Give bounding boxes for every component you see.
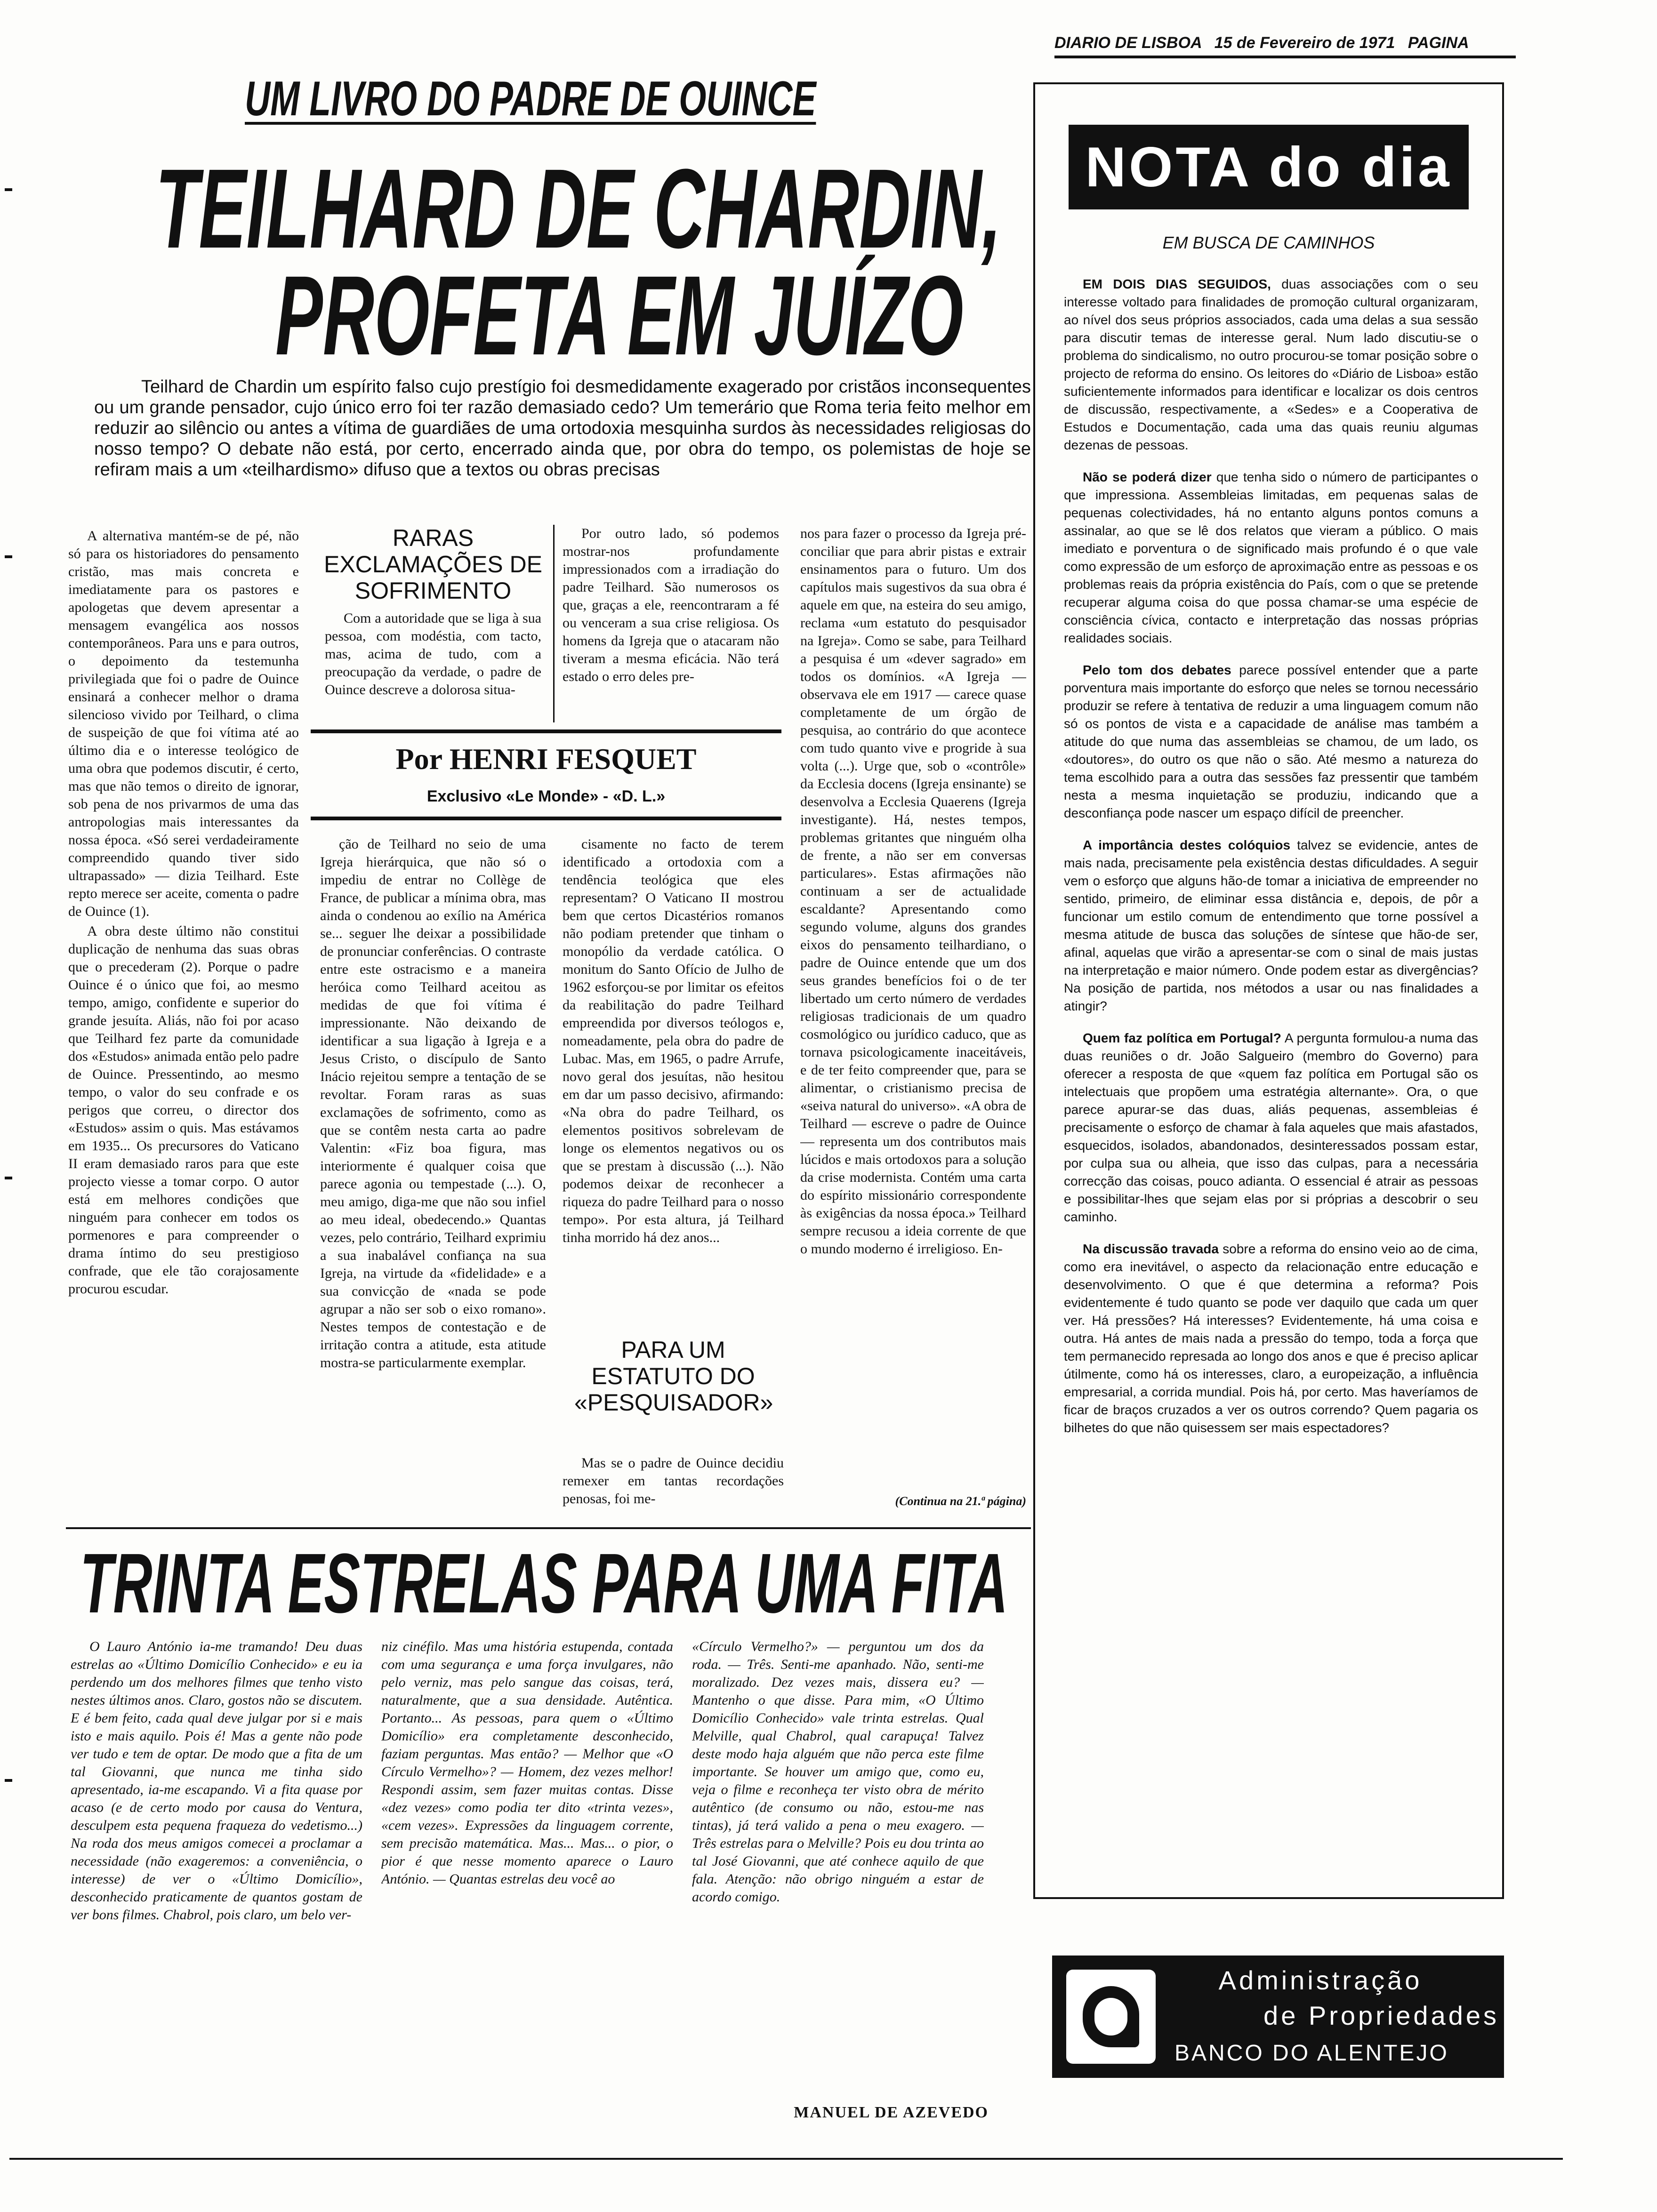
nota-lead: A importância destes colóquios bbox=[1083, 838, 1291, 852]
article1-column-1 bbox=[68, 527, 299, 1511]
byline: Por HENRI FESQUET bbox=[395, 742, 697, 776]
article1-headline-line2: PROFETA EM JUÍZO bbox=[275, 252, 964, 378]
vertical-rule bbox=[553, 525, 555, 722]
article1-lead: Teilhard de Chardin um espírito falso cujo prestígio foi desmedidamente exagerado por cristãos inconsequentes ou um grande pensador, cujo único erro foi ter razão demasiado cedo? Um temerário que Roma teria feito melhor em reduzir ao silêncio ou antes a vítima de guardiães de uma ortodoxia mesquinha surdos às necessidades religiosas do nosso tempo? O debate não está, por certo, encerrado ainda que, por obra do tempo, os polemistas de hoje se refiram mais a um «teilhardismo» difuso que a textos ou obras precisas bbox=[94, 377, 1031, 480]
article1-paragraph: nos para fazer o processo da Igreja pré-conciliar que para abrir pistas e extrair ensinamentos para o futuro. Um dos capítulos mais sugestivos da sua obra é aquele em que, na esteira do seu amigo, reclama «um estatuto do pesquisador na Igreja». Como se sabe, para Teilhard a pesquisa é um «dever sagrado» em todos os domínios. «A Igreja — observava ele em 1917 — carece quase completamente de um órgão de pesquisa, ao contrário do que acontece com tudo quanto vive e progride à sua volta (...). Urge que, sob o «contrôle» da Ecclesia docens (Igreja ensinante) se desenvolva a Ecclesia Quaerens (Igreja investigante). Há, nestes tempos, problemas gritantes que ninguém olha de frente, a não ser em conversas particulares». Estas afirmações não continuam a ser de actualidade escaldante? Apresentando como segundo volume, alguns dos grandes eixos do pensamento teilhardiano, o padre de Ouince entende que um dos seus grandes benefícios foi o de ter libertado um certo número de verdades religiosas tradicionais de um quadro cosmológico ou jurídico caduco, que as tornava psicologicamente inaceitáveis, e de ter feito compreender que, para se alimentar, o cristianismo precisa de «seiva natural do universo». «A obra de Teilhard — escreve o padre de Ouince — representa um dos contributos mais lúcidos e mais ortodoxos para a solução da crise modernista. Contém uma carta do espírito missionário correspondente às exigências da nossa época.» Teilhard sempre recusou a ideia corrente de que o mundo moderno é irreligioso. En- bbox=[800, 526, 1026, 1257]
bank-advertisement bbox=[1052, 1956, 1504, 2078]
masthead-date: 15 de Fevereiro de 1971 bbox=[1214, 34, 1395, 52]
nota-body bbox=[1064, 275, 1478, 1875]
ad-line-3: BANCO DO ALENTEJO bbox=[1174, 2041, 1449, 2066]
article1-column-3-bottom bbox=[563, 1454, 784, 1513]
article2-paragraph: niz cinéfilo. Mas uma história estupenda, contada com uma segurança e uma força invulgares, não pelo verniz, mas pelo sangue das coisas, terá, naturalmente, que a sua densidade. Autêntica. Portanto... As pessoas, para quem o «Último Domicílio» era completamente desconhecido, faziam perguntas. Mas então? — Melhor que «O Círculo Vermelho»? — Homem, dez vezes melhor! Respondi assim, sem fazer muitas contas. Disse «dez vezes» como podia ter dito «trinta vezes», «cem vezes». Expressões da linguagem corrente, sem precisão matemática. Mas... Mas... o pior, o pior é que nesse momento aparece o Lauro António. — Quantas estrelas deu você ao bbox=[381, 1639, 673, 1887]
nota-lead: Não se poderá dizer bbox=[1083, 470, 1212, 484]
article1-paragraph: ção de Teilhard no seio de uma Igreja hierárquica, que não só o impediu de entrar no Collège de France, de publicar a mínima obra, mas ainda o condenou ao exílio na América se... seguer lhe deixar a possibilidade de pronunciar conferências. O contraste entre este ostracismo e a maneira heróica como Teilhard aceitou as medidas de que foi vítima é impressionante. Não deixando de identificar a sua ligação à Igreja e a Jesus Cristo, o discípulo de Santo Inácio rejeitou sempre a tentação de se revoltar. Foram raras as suas exclamações de sofrimento, como as que se contêm nesta carta ao padre Valentin: «Fiz boa figura, mas interiormente é qualquer coisa que parece agonia ou tempestade (...). O, meu amigo, diga-me que não sou infiel ao meu ideal, obedecendo.» Quantas vezes, pelo contrário, Teilhard exprimiu a sua inabalável confiança na sua Igreja, na virtude da «fidelidade» e a sua convicção de «nada se pode agrupar a não ser sob o eixo romano». Nestes tempos de contestação e de irritação contra a atitude, esta atitude mostra-se particularmente exemplar. bbox=[320, 836, 546, 1370]
article2-headline: TRINTA ESTRELAS PARA UMA FITA bbox=[80, 1536, 1008, 1631]
article1-kicker: UM LIVRO DO PADRE DE OUINCE bbox=[245, 72, 816, 126]
page-bottom-rule bbox=[9, 2158, 1563, 2160]
masthead-page-label: PAGINA bbox=[1408, 34, 1469, 52]
article2-author: MANUEL DE AZEVEDO bbox=[794, 2104, 989, 2121]
article2-paragraph: O Lauro António ia-me tramando! Deu duas estrelas ao «Último Domicílio Conhecido» e eu ia perdendo um dos melhores filmes que tenho visto nestes últimos anos. Claro, gostos não se discutem. E é bem feito, cada qual deve julgar por si e mais isto e mais aquilo. Pois é! Mas a gente não pode ver tudo e tem de optar. De modo que a fita de um tal Giovanni, que nunca me tinha sido apresentado, ia-me escapando. Vi a fita quase por acaso (e de certo modo por causa do Ventura, desculpem esta pequena fraqueza do vedetismo...) Na roda dos meus amigos comecei a proclamar a necessidade (não exageremos: a conveniência, o interesse) de ver o «Último Domicílio», desconhecido praticamente de quantos gostam de ver bons filmes. Chabrol, pois claro, um belo ver- bbox=[71, 1639, 362, 1923]
byline-sub: Exclusivo «Le Monde» - «D. L.» bbox=[426, 787, 666, 805]
binding-mark bbox=[5, 555, 12, 558]
nota-banner-text: NOTA do dia bbox=[1085, 136, 1452, 199]
masthead-rule bbox=[1054, 56, 1516, 58]
nota-paragraph: A importância destes colóquios talvez se evidencie, antes de mais nada, precisamente pela existência destas dificuldades. A seguir vem o esforço que alguns hão-de tomar a iniciativa de empreender no sentido, primeiro, de eliminar essa distância e, depois, de pôr a funcionar um estilo comum de entendimento que torne possível a mesma atitude de busca das soluções de síntese que hão-de ser, afinal, aquelas que virão a apresentar-se com o sinal de mais justas na interpretação e maior número. Onde podem estar as divergências? Na posição de partida, nos métodos a usar ou nas finalidades a atingir? bbox=[1064, 838, 1478, 1013]
article1-column-2-top bbox=[325, 609, 541, 722]
nota-subtitle: EM BUSCA DE CAMINHOS bbox=[1162, 233, 1375, 252]
section-subhead-pesquisador: PARA UM ESTATUTO DO «PESQUISADOR» bbox=[574, 1337, 773, 1416]
article2-column-1 bbox=[71, 1638, 362, 2127]
ad-line-1: Administração bbox=[1218, 1965, 1423, 1995]
nota-paragraph: EM DOIS DIAS SEGUIDOS, duas associações com o seu interesse voltado para finalidades de promoção cultural organizaram, ao nível dos seus próprios associados, cada uma delas a sua sessão para discutir temas de interesse geral. Num lado discutiu-se o problema do sindicalismo, no outro procurou-se tomar posição sobre o projecto de reforma do ensino. Os leitores do «Diário de Lisboa» estão suficientemente informados para identificar e localizar os dois centros de discussão, respectivamente, a «Sedes» e a Cooperativa de Estudos e Documentação, cada uma das quais reuniu algumas dezenas de pessoas. bbox=[1064, 277, 1478, 452]
article1-paragraph: A obra deste último não constitui duplicação de nenhuma das suas obras que o precederam (2). Porque o padre Ouince é o único que foi, ao mesmo tempo, amigo, confidente e superior do grande jesuíta. Aliás, não foi por acaso que Teilhard fez parte da comunidade dos «Estudos» animada então pelo padre de Ouince. Pressentindo, ao mesmo tempo, o valor do seu confrade e os perigos que correu, o director dos «Estudos» assim o quis. Mas estávamos em 1935... Os precursores do Vaticano II eram demasiado raros para que este projecto viesse a tomar corpo. O autor está em melhores condições que ninguém para conhecer em todos os pormenores e para compreender o drama íntimo do seu prestigioso confrade, que ele tão corajosamente procurou escudar. bbox=[68, 923, 299, 1297]
article1-paragraph: A alternativa mantém-se de pé, não só para os historiadores do pensamento cristão, mas mais concreta e imediatamente para os pastores e apologetas que devem apresentar a mensagem evangélica aos nossos contemporâneos. Para uns e para outros, o depoimento da testemunha privilegiada que foi o padre de Ouince ensinará a conhecer melhor o drama silencioso vivido por Teilhard, o clima de suspeição de que foi vítima até ao último dia e o interesse teológico de uma obra que podemos discutir, é certo, mas que não temos o direito de ignorar, sob pena de nos privarmos de uma das antropologias mais interessantes da nossa época. «Só serei verdadeiramente compreendido quando tiver sido ultrapassado» — dizia Teilhard. Este repto merece ser aceite, comenta o padre de Ouince (1). bbox=[68, 528, 299, 919]
bank-logo bbox=[1066, 1970, 1156, 2064]
article2-rule-top bbox=[66, 1527, 1031, 1529]
article1-paragraph: Com a autoridade que se liga à sua pessoa, com modéstia, com tacto, mas, acima de tudo, com a preocupação da verdade, o padre de Ouince descreve a dolorosa situa- bbox=[325, 610, 541, 697]
masthead-paper: DIARIO DE LISBOA bbox=[1054, 34, 1202, 52]
article2-column-2 bbox=[381, 1638, 673, 2127]
masthead bbox=[1054, 34, 1525, 57]
article2-paragraph: «Círculo Vermelho?» — perguntou um dos da roda. — Três. Senti-me apanhado. Não, senti-me moralizado. Dez vezes mais, dissera eu? — Mantenho o que disse. Para mim, «O Último Domicílio Conhecido» vale trinta estrelas. Qual Melville, qual Chabrol, qual carapuça! Talvez deste modo haja alguém que não perca este filme importante. Se houver um amigo que, como eu, veja o filme e reconheça ter visto obra de mérito autêntico (de consumo ou não, estou-me nas tintas), já terá valido a pena o meu exagero. — Três estrelas para o Melville? Pois eu dou trinta ao tal José Giovanni, que até conhece aquilo de que fala. Atenção: não obrigo ninguém a estar de acordo comigo. bbox=[692, 1639, 984, 1905]
article1-paragraph: Mas se o padre de Ouince decidiu remexer em tantas recordações penosas, foi me- bbox=[563, 1455, 784, 1507]
article1-column-2 bbox=[320, 835, 546, 1513]
byline-rule-bottom bbox=[311, 817, 781, 820]
nota-paragraph: Não se poderá dizer que tenha sido o número de participantes o que impressiona. Assembleias limitadas, em pequenas salas de pequenas colectividades, há no entanto alguns pontos comuns a assinalar, ao que se lê dos relatos que vieram a público. O mais imediato e porventura o de significado mais profundo é o que vale como expressão de um esforço de aproximação entre as pessoas e os problemas reais da própria existência do País, com o que se pretende recuperar alguma coisa do que possa chamar-se uma espécie de consciência cívica, contacto e interpretação das nossas próprias realidades sociais. bbox=[1064, 470, 1478, 645]
nota-lead: Pelo tom dos debates bbox=[1083, 663, 1231, 677]
nota-paragraph: Pelo tom dos debates parece possível entender que a parte porventura mais importante do esforço que neles se tornou necessário produzir se refere à tentativa de reduzir a uma linguagem comum não só os pontos de vista e a capacidade de análise mas também a atitude do que numa das assembleias se chamou, de um lado, os «doutores», do outro os que não o são. Até mesmo a natureza do tema escolhido para a outra das sessões faz pressentir que também nesta a mesma inquietação se produziu, indicando que a desconfiança pode nascer um espaço difícil de preencher. bbox=[1064, 663, 1478, 820]
binding-mark bbox=[5, 1177, 12, 1179]
article1-column-3 bbox=[563, 835, 784, 1325]
nota-lead: EM DOIS DIAS SEGUIDOS, bbox=[1083, 277, 1271, 291]
ad-line-2: de Propriedades bbox=[1263, 2001, 1499, 2030]
nota-lead: Na discussão travada bbox=[1083, 1242, 1219, 1256]
article1-headline-line1: TEILHARD DE CHARDIN, bbox=[155, 145, 1002, 272]
nota-banner bbox=[1069, 125, 1469, 209]
article2-column-3 bbox=[692, 1638, 984, 2099]
article1-column-4 bbox=[800, 525, 1026, 1494]
article1-paragraph: Por outro lado, só podemos mostrar-nos profundamente impressionados com a irradiação do padre Teilhard. São numerosos os que, graças a ele, reencontraram a fé ou venceram a sua crise religiosa. Os homens da Igreja que o atacaram não tiveram a mesma eficácia. Não terá estado o erro deles pre- bbox=[563, 526, 779, 684]
nota-paragraph: Quem faz política em Portugal? A pergunta formulou-a numa das duas reuniões o dr. João Salgueiro (membro do Governo) para oferecer a resposta de que «quem faz política em Portugal são os intelectuais que propõem uma estratégia alternante». Ora, o que parece apurar-se das duas, aliás pequenas, assembleias é precisamente o esforço de chamar à fala aqueles que mais afastados, esquecidos, isolados, abandonados, desinteressados possam estar, por culpa sua ou alheia, que isso das culpas, para a necessária correcção das coisas, pouco adianta. O essencial é atrair as pessoas e possibilitar-lhes que sejam elas por si próprias a descobrir o seu caminho. bbox=[1064, 1031, 1478, 1224]
nota-lead: Quem faz política em Portugal? bbox=[1083, 1031, 1281, 1045]
article1-column-3-top bbox=[563, 525, 779, 722]
continue-note: (Continua na 21.ª página) bbox=[895, 1494, 1026, 1508]
nota-paragraph: Na discussão travada sobre a reforma do ensino veio ao de cima, como era inevitável, o aspecto da relacionação entre educação e desenvolvimento. O que é que determina a reforma? Pois evidentemente é tudo quanto se pode ver daquilo que cada um quer ver. Há pressões? Há interesses? Evidentemente, há uma coisa e outra. Há antes de mais nada a pressão do tempo, toda a força que tem permanecido represada ao longo dos anos e que é preciso aplicar útilmente, como há os interesses, claro, a europeização, a influência empresarial, a corrida mundial. Pois há, por certo. Mas haveríamos de ficar de braços cruzados a ver os outros correndo? Quem pagaria os bilhetes do que não quisessem ser mais espectadores? bbox=[1064, 1242, 1478, 1435]
article1-paragraph: cisamente no facto de terem identificado a ortodoxia com a tendência teológica que eles representam? O Vaticano II mostrou bem que certos Dicastérios romanos não podiam pretender que tinham o monopólio da verdade católica. O monitum do Santo Ofício de Julho de 1962 esforçou-se por limitar os efeitos da reabilitação do padre Teilhard empreendida por diversos teólogos e, nomeadamente, pela obra do padre de Lubac. Mas, em 1965, o padre Arrufe, novo geral dos jesuítas, não hesitou em dar um passo decisivo, afirmando: «Na obra do padre Teilhard, os elementos positivos sobrelevam de longe os elementos negativos ou os que se prestam à discussão (...). Não podemos deixar de reconhecer a riqueza do padre Teilhard para o nosso tempo». Por esta altura, já Teilhard tinha morrido há dez anos... bbox=[563, 836, 784, 1245]
byline-rule-top bbox=[311, 729, 781, 733]
bank-logo-mark-inner bbox=[1094, 1998, 1127, 2036]
binding-mark bbox=[5, 1779, 12, 1782]
section-subhead-sufrimento: RARAS EXCLAMAÇÕES DE SOFRIMENTO bbox=[323, 525, 542, 604]
binding-mark bbox=[5, 188, 12, 191]
